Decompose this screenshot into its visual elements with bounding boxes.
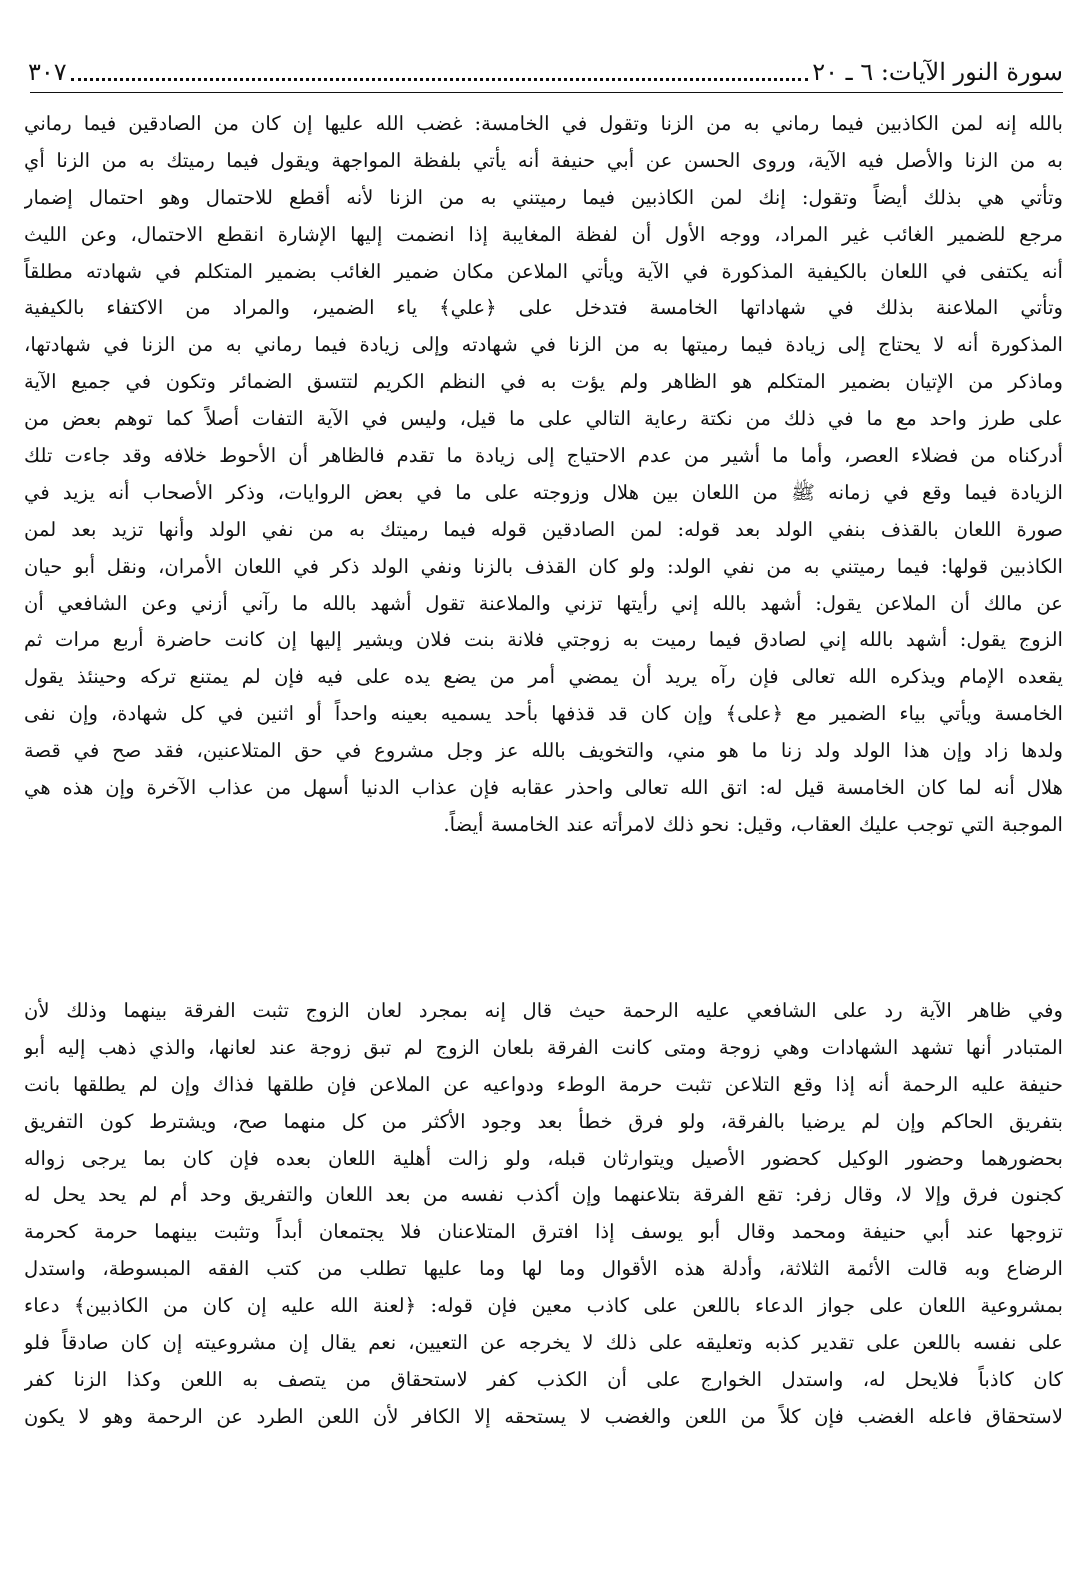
text-line: وفي ظاهر الآية رد على الشافعي عليه الرحمة حيث قال إنه بمجرد لعان الزوج تثبت الفرقة بينهما وذلك لأن xyxy=(24,999,1063,1022)
text-line: الكاذبين قولها: فيما رميتني به من نفي الولد: ولو كان القذف بالزنا ونفي الولد ذكر في اللعان الأمران، ونقل أبو حيان xyxy=(24,554,1063,578)
text-line: الخامسة ويأتي بياء الضمير مع ﴿على﴾ وإن كان قد قذفها بأحد يسميه بعينه واحداً أو اثنين في كل شهادة، وإن نفى xyxy=(24,702,1063,726)
text-line: هلال أنه لما كان الخامسة قيل له: اتق الله تعالى واحذر عقابه فإن عذاب الدنيا أسهل من عذاب الآخرة وإن هذه هي xyxy=(24,776,1063,800)
page-number: ٣٠٧ xyxy=(28,58,67,86)
text-line: الزيادة فيما وقع في زمانه ﷺ من اللعان بين هلال وزوجته على ما في بعض الروايات، وذكر الأصحاب أنه يزيد في xyxy=(24,480,1063,504)
text-line: كجنون فرق وإلا لا، وقال زفر: تقع الفرقة بتلاعنهما وإن أكذب نفسه من بعد اللعان والتفريق وحد أم لم يحد يحل له xyxy=(24,1183,1063,1207)
paragraph-1 xyxy=(24,106,1063,844)
text-line: الزوج يقول: أشهد بالله إني لصادق فيما رميت به زوجتي فلانة بنت فلان ويشير إليها إن كانت حاضرة أربع مرات ثم xyxy=(24,628,1063,652)
text-line: أنه يكتفى في اللعان بالكيفية المذكورة في الآية ويأتي الملاعن مكان ضمير الغائب بضمير المتكلم في شهادته مطلقاً xyxy=(24,259,1063,283)
text-line: به من الزنا والأصل فيه الآية، وروى الحسن عن أبي حنيفة أنه يأتي بلفظة المواجهة ويقول فيما رميتك به من الزنا أي xyxy=(24,148,1063,172)
text-line: حنيفة عليه الرحمة أنه إذا وقع التلاعن تثبت حرمة الوطء ودواعيه عن الملاعن فإن طلقها فذاك وإن لم يطلقها بانت xyxy=(24,1072,1063,1096)
text-line: أدركناه من فضلاء العصر، وأما ما أشير من عدم الاحتياج إلى زيادة ما تقدم فالظاهر أن الأحوط خلافه وقد جاءت تلك xyxy=(24,444,1063,468)
text-line: وتأتي الملاعنة بذلك في شهاداتها الخامسة فتدخل على ﴿علي﴾ ياء الضمير، والمراد من الاكتفاء بالكيفية xyxy=(24,296,1063,320)
text-line: كان كاذباً فلايحل له، واستدل الخوارج على أن الكذب كفر لاستحقاق من يتصف به اللعن وكذا الزنا كفر xyxy=(24,1367,1063,1391)
text-line: على نفسه باللعن على تقدير كذبه وتعليقه على ذلك لا يخرجه عن التعيين، نعم يقال إن مشروعيته إن كان صادقاً فلو xyxy=(24,1331,1063,1355)
text-line: المتبادر أنها تشهد الشهادات وهي زوجة ومتى كانت الفرقة بلعان الزوج لم تبق زوجة عند لعانها، والذي ذهب إليه أبو xyxy=(24,1035,1063,1059)
header-dot-leader xyxy=(71,76,809,81)
text-line: بالله إنه لمن الكاذبين فيما رماني به من الزنا وتقول في الخامسة: غضب الله عليها إن كان من الصادقين فيما رماني xyxy=(24,112,1063,135)
running-title: سورة النور الآيات: ٦ ـ ٢٠ xyxy=(812,58,1063,86)
text-line: المذكورة أنه لا يحتاج إلى زيادة فيما رميتها به من الزنا في شهادته وإلى زيادة فيما رماني به من الزنا في شهادتها، xyxy=(24,333,1063,357)
text-line: تزوجها عند أبي حنيفة ومحمد وقال أبو يوسف إذا افترق المتلاعنان فلا يجتمعان أبداً وتثبت بينهما حرمة كحرمة xyxy=(24,1220,1063,1244)
paragraph-2 xyxy=(24,993,1063,1436)
text-line: يقعده الإمام ويذكره الله تعالى فإن رآه يريد أن يمضي أمر من يضع يده على فيه فإن لم يمتنع تركه وحينئذ يقول xyxy=(24,665,1063,689)
text-line: على طرز واحد مع ما في ذلك من نكتة رعاية التالي على ما قيل، وليس في الآية التفات أصلاً كما توهم بعض من xyxy=(24,407,1063,431)
text-line: وماذكر من الإتيان بضمير المتكلم هو الظاهر ولم يؤت به في النظم الكريم لتتسق الضمائر وتكون في جميع الآية xyxy=(24,370,1063,394)
text-line: بمشروعية اللعان على جواز الدعاء باللعن على كاذب معين فإن قوله: ﴿لعنة الله عليه إن كان من الكاذبين﴾ دعاء xyxy=(24,1294,1063,1318)
text-line: لاستحقاق فاعله الغضب فإن كلاً من اللعن والغضب لا يستحقه إلا الكافر لأن اللعن الطرد عن الرحمة وهو لا يكون xyxy=(24,1404,1063,1428)
text-line: صورة اللعان بالقذف بنفي الولد بعد قوله: لمن الصادقين قوله فيما رميتك به من نفي الولد وأنها تزيد بعد لمن xyxy=(24,517,1063,541)
text-line: الرضاع وبه قالت الأئمة الثلاثة، وأدلة هذه الأقوال وما لها وما عليها تطلب من كتب الفقه المبسوطة، واستدل xyxy=(24,1257,1063,1281)
text-line: مرجع للضمير الغائب غير المراد، ووجه الأول أن لفظة المغايبة إذا انضمت إليها الإشارة انقطع الاحتمال، وعن الليث xyxy=(24,222,1063,246)
text-line: بتفريق الحاكم وإن لم يرضيا بالفرقة، ولو فرق خطأ بعد وجود الأكثر من كل منهما صح، ويشترط كون التفريق xyxy=(24,1109,1063,1133)
text-line: وتأتي هي بذلك أيضاً وتقول: إنك لمن الكاذبين فيما رميتني به من الزنا لأنه أقطع للاحتمال وهو احتمال إضمار xyxy=(24,185,1063,209)
text-line: بحضورهما وحضور الوكيل كحضور الأصيل ويتوارثان قبله، ولو زالت أهلية اللعان بعده فإن كان بما يرجى زواله xyxy=(24,1146,1063,1170)
header-rule xyxy=(30,92,1063,93)
text-line: الموجبة التي توجب عليك العقاب، وقيل: نحو ذلك لامرأته عند الخامسة أيضاً. xyxy=(443,812,1063,836)
text-line: عن مالك أن الملاعن يقول: أشهد بالله إني رأيتها تزني والملاعنة تقول أشهد بالله ما رآني أزني وعن الشافعي أن xyxy=(24,591,1063,615)
page-header xyxy=(28,55,1063,89)
text-line: ولدها زاد وإن هذا الولد ولد زنا ما هو مني، والتخويف بالله عز وجل مشروع في حق المتلاعنين، فقد صح في قصة xyxy=(24,739,1063,763)
